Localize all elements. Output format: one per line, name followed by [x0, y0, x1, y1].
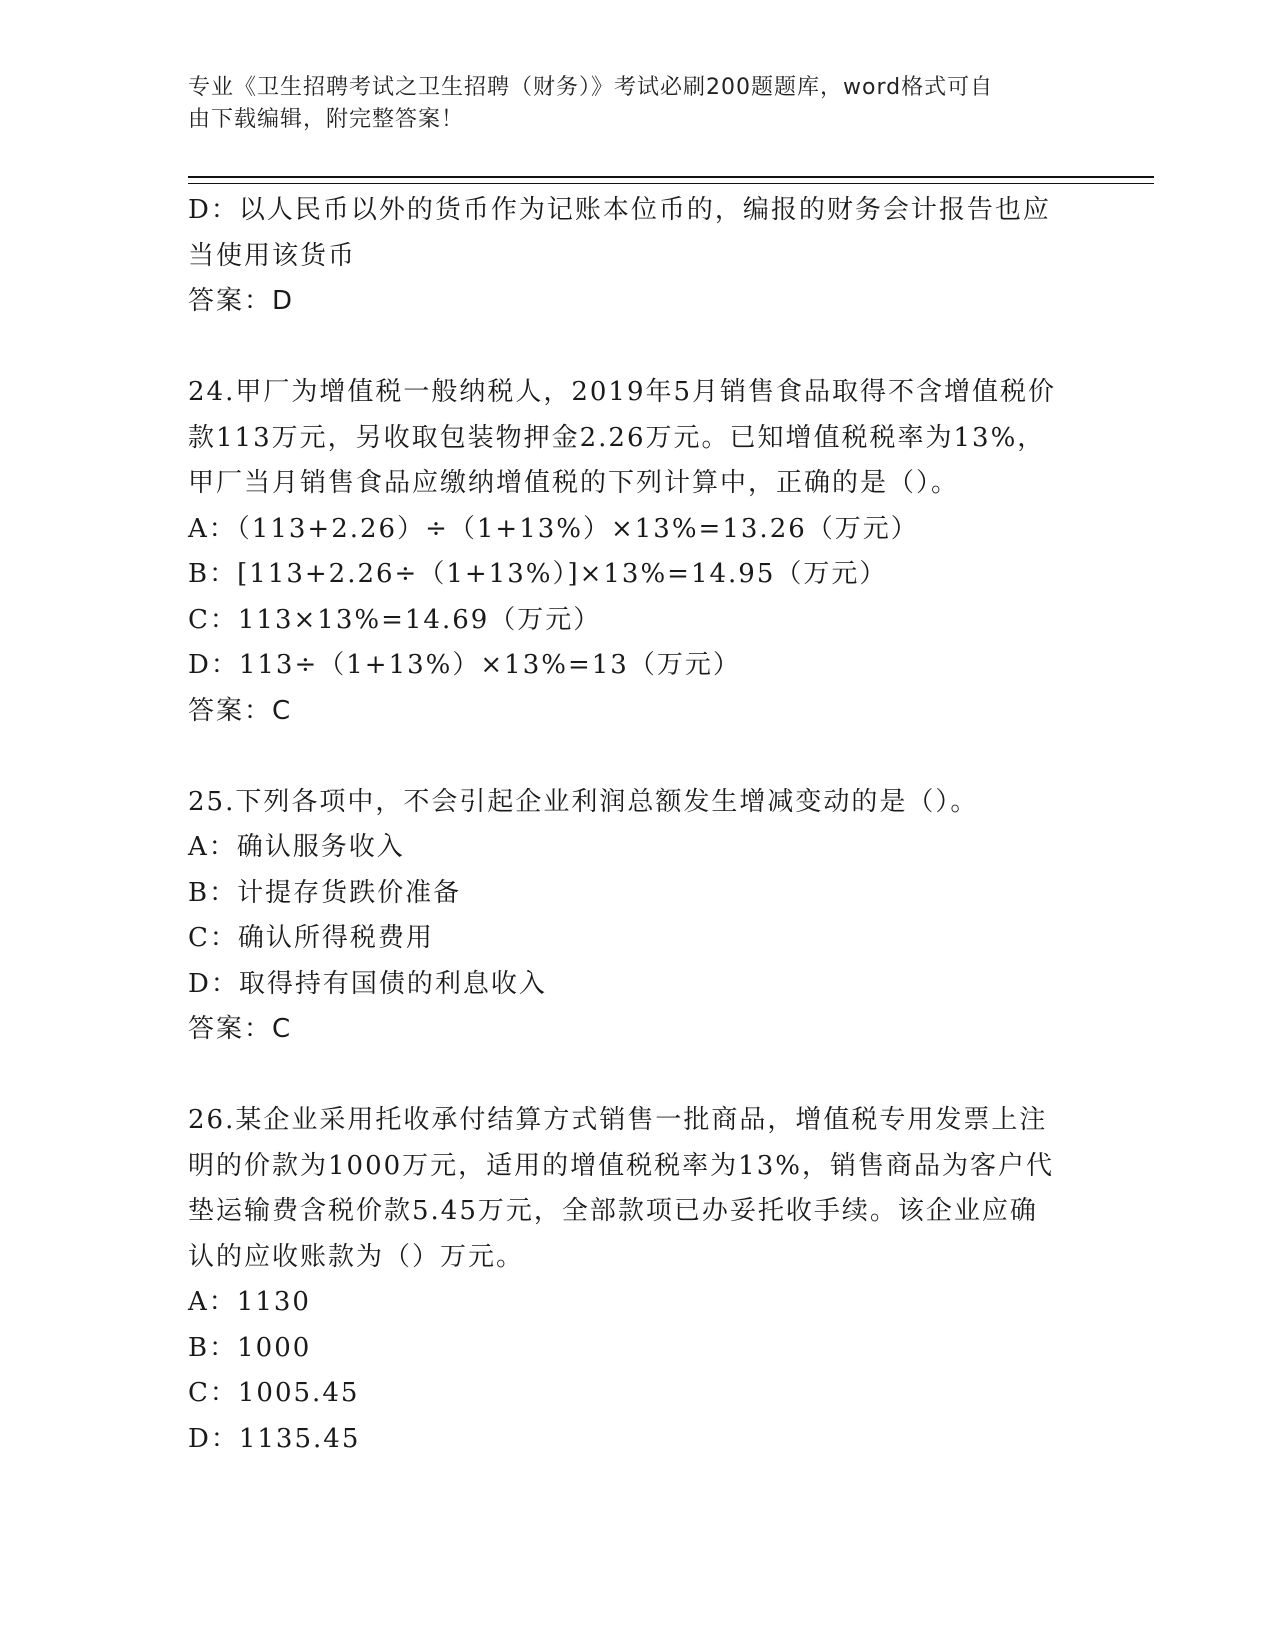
header-line-1: 专业《卫生招聘考试之卫生招聘（财务）》考试必刷200题题库，word格式可自	[188, 75, 994, 100]
question-stem-line: 垫运输费含税价款5.45万元，全部款项已办妥托收手续。该企业应确	[188, 1196, 1038, 1226]
question-stem-line: 25.下列各项中，不会引起企业利润总额发生增减变动的是（）。	[188, 786, 979, 817]
answer-line: 答案：D	[188, 286, 295, 316]
header-divider-thick	[188, 176, 1154, 178]
spacer	[188, 1053, 1088, 1099]
header-divider-thin	[188, 183, 1154, 184]
option-c: C：确认所得税费用	[188, 923, 434, 953]
option-b: B：1000	[188, 1332, 312, 1363]
option-c: C：1005.45	[188, 1378, 360, 1408]
answer-line: 答案：C	[188, 695, 293, 726]
option-b: B：[113+2.26÷（1+13%）]×13%=14.95（万元）	[188, 559, 888, 589]
question-26	[188, 1098, 1088, 1462]
spacer	[188, 325, 1088, 371]
spacer	[188, 734, 1088, 780]
option-d-line-2: 当使用该货币	[188, 240, 357, 271]
option-d: D：1135.45	[188, 1423, 361, 1454]
question-25	[188, 780, 1088, 1053]
question-stem-line: 明的价款为1000万元，适用的增值税税率为13%，销售商品为客户代	[188, 1150, 1054, 1181]
question-24	[188, 370, 1088, 734]
option-a: A：确认服务收入	[188, 832, 405, 862]
header-line-2: 由下载编辑，附完整答案！	[188, 107, 465, 132]
option-c: C：113×13%=14.69（万元）	[188, 604, 602, 635]
question-stem-line: 款113万元，另收取包装物押金2.26万元。已知增值税税率为13%，	[188, 422, 1046, 453]
document-body	[188, 188, 1088, 1462]
option-d: D：113÷（1+13%）×13%=13（万元）	[188, 650, 741, 680]
option-a: A：（113+2.26）÷（1+13%）×13%=13.26（万元）	[188, 513, 919, 544]
document-header	[188, 72, 1068, 136]
option-d-line-1: D：以人民币以外的货币作为记账本位币的，编报的财务会计报告也应	[188, 195, 1051, 225]
question-stem-line: 24.甲厂为增值税一般纳税人，2019年5月销售食品取得不含增值税价	[188, 377, 1057, 407]
answer-line: 答案：C	[188, 1014, 293, 1044]
option-d: D：取得持有国债的利息收入	[188, 968, 547, 999]
question-stem-line: 26.某企业采用托收承付结算方式销售一批商品，增值税专用发票上注	[188, 1105, 1048, 1135]
option-a: A：1130	[188, 1287, 311, 1317]
question-stem-line: 甲厂当月销售食品应缴纳增值税的下列计算中，正确的是（）。	[188, 468, 960, 498]
prev-question	[188, 188, 1088, 325]
question-stem-line: 认的应收账款为（）万元。	[188, 1241, 525, 1272]
option-b: B：计提存货跌价准备	[188, 877, 462, 908]
